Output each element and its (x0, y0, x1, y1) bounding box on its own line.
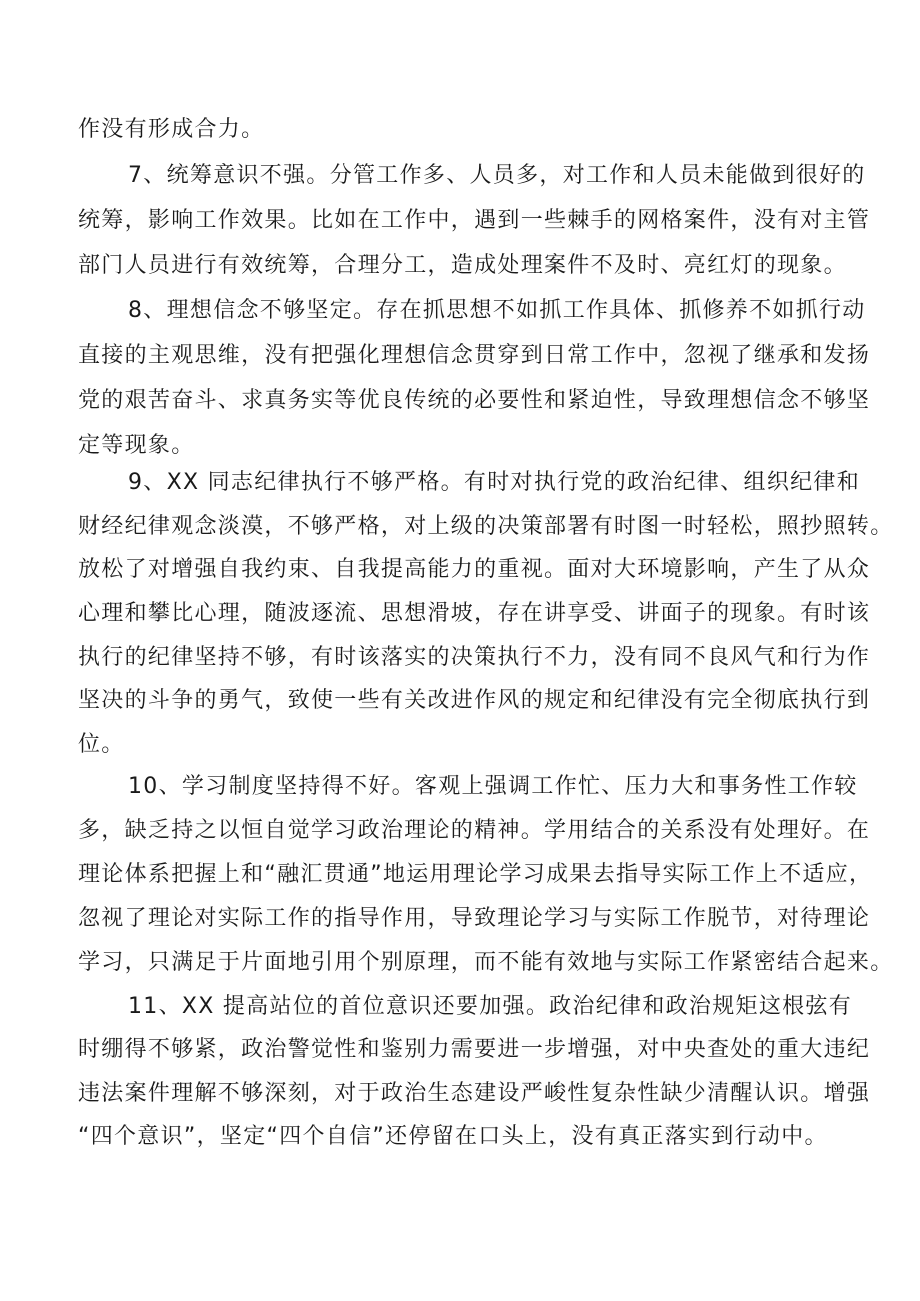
paragraph-8-line-2: 直接的主观思维，没有把强化理想信念贯穿到日常工作中，忽视了继承和发扬 (78, 343, 871, 368)
paragraph-11-line-3: 违法案件理解不够深刻，对于政治生态建设严峻性复杂性缺少清醒认识。增强 (78, 1081, 871, 1106)
paragraph-9-line-6: 坚决的斗争的勇气，致使一些有关改进作风的规定和纪律没有完全彻底执行到 (78, 688, 871, 713)
paragraph-6-line-end: 作没有形成合力。 (78, 117, 265, 142)
paragraph-10-line-3: 理论体系把握上和“融汇贯通”地运用理论学习成果去指导实际工作上不适应， (78, 862, 873, 887)
paragraph-10-line-4: 忽视了理论对实际工作的指导作用，导致理论学习与实际工作脱节，对待理论 (78, 906, 871, 931)
paragraph-9-line-1: 9、XX 同志纪律执行不够严格。有时对执行党的政治纪律、组织纪律和 (128, 470, 861, 495)
paragraph-11-line-2: 时绷得不够紧，政治警觉性和鉴别力需要进一步增强，对中央查处的重大违纪 (78, 1037, 871, 1062)
paragraph-9-line-7: 位。 (78, 732, 125, 757)
paragraph-9-line-2: 财经纪律观念淡漠，不够严格，对上级的决策部署有时图一时轻松，照抄照转。 (78, 514, 894, 539)
paragraph-8-line-1: 8、理想信念不够坚定。存在抓思想不如抓工作具体、抓修养不如抓行动 (128, 298, 866, 323)
paragraph-9-line-3: 放松了对增强自我约束、自我提高能力的重视。面对大环境影响，产生了从众 (78, 557, 871, 582)
paragraph-11-line-1: 11、XX 提高站位的首位意识还要加强。政治纪律和政治规矩这根弦有 (128, 994, 853, 1019)
paragraph-11-line-4: “四个意识”，坚定“四个自信”还停留在口头上，没有真正落实到行动中。 (78, 1124, 828, 1149)
paragraph-7-line-3: 部门人员进行有效统筹，合理分工，造成处理案件不及时、亮红灯的现象。 (78, 253, 847, 278)
paragraph-10-line-1: 10、学习制度坚持得不好。客观上强调工作忙、压力大和事务性工作较 (128, 774, 858, 799)
paragraph-10-line-2: 多，缺乏持之以恒自觉学习政治理论的精神。学用结合的关系没有处理好。在 (78, 818, 871, 843)
paragraph-7-line-1: 7、统筹意识不强。分管工作多、人员多，对工作和人员未能做到很好的 (128, 163, 866, 188)
paragraph-8-line-3: 党的艰苦奋斗、求真务实等优良传统的必要性和紧迫性，导致理想信念不够坚 (78, 388, 871, 413)
paragraph-9-line-4: 心理和攀比心理，随波逐流、思想滑坡，存在讲享受、讲面子的现象。有时该 (78, 601, 871, 626)
paragraph-9-line-5: 执行的纪律坚持不够，有时该落实的决策执行不力，没有同不良风气和行为作 (78, 645, 871, 670)
paragraph-8-line-4: 定等现象。 (78, 433, 195, 458)
paragraph-10-line-5: 学习，只满足于片面地引用个别原理，而不能有效地与实际工作紧密结合起来。 (78, 950, 894, 975)
paragraph-7-line-2: 统筹，影响工作效果。比如在工作中，遇到一些棘手的网格案件，没有对主管 (78, 208, 871, 233)
